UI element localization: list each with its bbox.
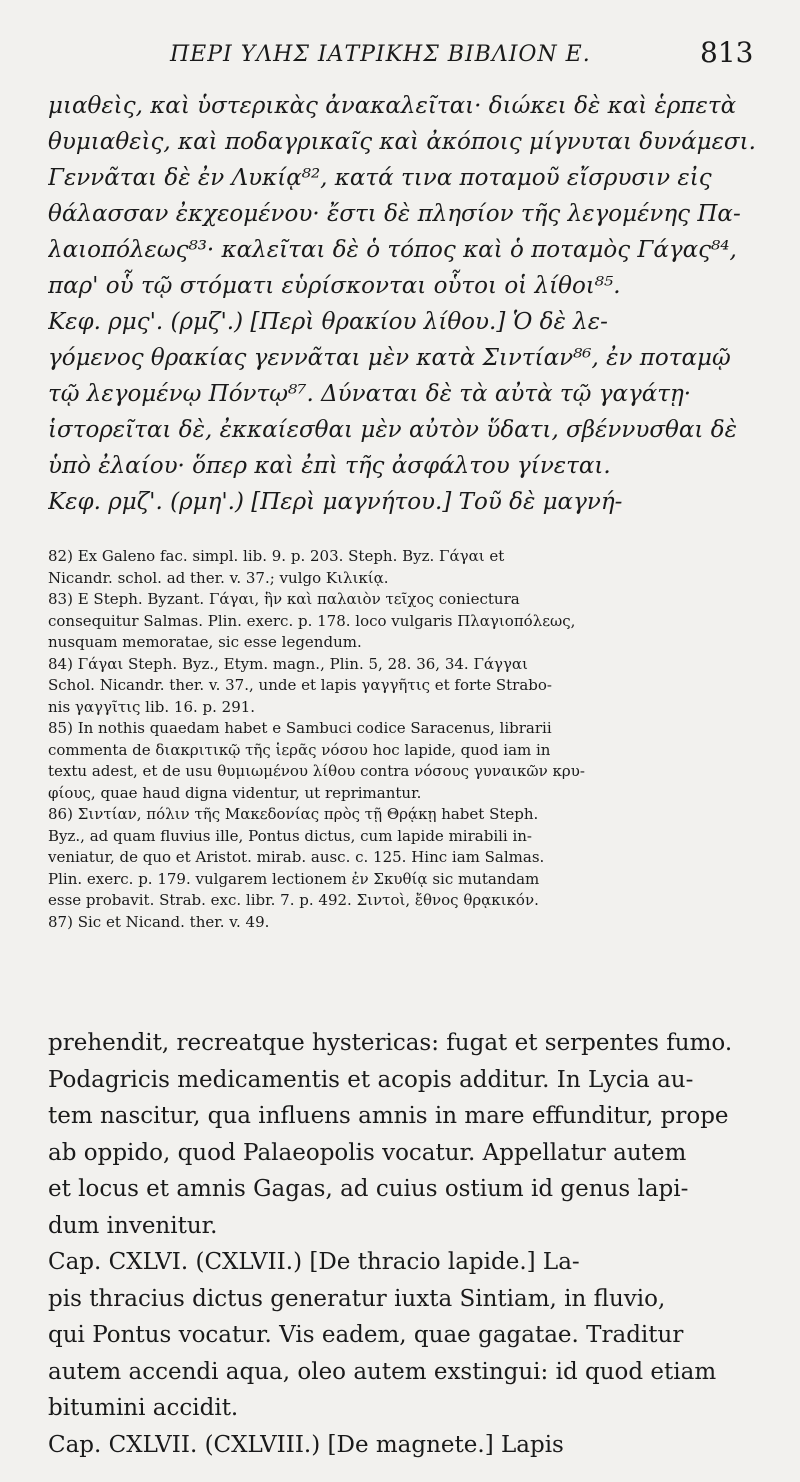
latin-line: dum invenitur. [48, 1212, 218, 1239]
running-head [0, 36, 800, 86]
footnote-line: 85) In nothis quaedam habet e Sambuci codice Saracenus, librarii [48, 719, 552, 737]
footnote-line: veniatur, de quo et Aristot. mirab. ausc. c. 125. Hinc iam Salmas. [48, 848, 545, 866]
footnote-line: 84) Γάγαι Steph. Byz., Etym. magn., Plin. 5, 28. 36, 34. Γάγγαι [48, 654, 528, 673]
latin-line: Podagricis medicamentis et acopis additur. In Lycia au- [48, 1066, 694, 1093]
footnotes-block [48, 546, 760, 933]
greek-line: λαιοπόλεως⁸³· καλεῖται δὲ ὁ τόπος καὶ ὁ ποταμὸς Γάγας⁸⁴, [48, 237, 737, 263]
footnote-line: Schol. Nicandr. ther. v. 37., unde et lapis γαγγῆτις et forte Strabo- [48, 676, 552, 694]
greek-line: τῷ λεγομένῳ Πόντῳ⁸⁷. Δύναται δὲ τὰ αὐτὰ τῷ γαγάτῃ· [48, 381, 692, 407]
footnote-line: nis γαγγῖτις lib. 16. p. 291. [48, 697, 256, 716]
footnote-line: Byz., ad quam fluvius ille, Pontus dictus, cum lapide mirabili in- [48, 826, 532, 845]
latin-line: Cap. CXLVI. (CXLVII.) [De thracio lapide.] La- [48, 1249, 580, 1275]
latin-line: ab oppido, quod Palaeopolis vocatur. Appellatur autem [48, 1139, 687, 1166]
greek-line: θυμιαθεὶς, καὶ ποδαγρικαῖς καὶ ἀκόποις μίγνυται δυνάμεσι. [48, 129, 756, 155]
greek-line: μιαθεὶς, καὶ ὑστερικὰς ἀνακαλεῖται· διώκει δὲ καὶ ἑρπετὰ [48, 93, 737, 119]
latin-line: qui Pontus vocatur. Vis eadem, quae gagatae. Traditur [48, 1322, 684, 1348]
latin-line: autem accendi aqua, oleo autem exstingui: id quod etiam [48, 1358, 717, 1385]
latin-line: Cap. CXLVII. (CXLVIII.) [De magnete.] Lapis [48, 1431, 564, 1458]
greek-text-block [48, 88, 760, 520]
running-title: ΠΕΡΙ ΥΛΗΣ ΙΑΤΡΙΚΗΣ ΒΙΒΛΙΟΝ Ε. [170, 42, 591, 67]
greek-line: θάλασσαν ἐκχεομένου· ἔστι δὲ πλησίον τῆς λεγομένης Πα- [48, 201, 741, 227]
latin-text-block [48, 1025, 760, 1463]
footnote-line: φίους, quae haud digna videntur, ut reprimantur. [48, 783, 422, 802]
greek-line: ἱστορεῖται δὲ, ἐκκαίεσθαι μὲν αὐτὸν ὕδατι, σβέννυσθαι δὲ [48, 417, 737, 443]
footnote-line: 86) Σιντίαν, πόλιν τῆς Μακεδονίας πρὸς τῇ Θρᾴκῃ habet Steph. [48, 805, 539, 823]
greek-line: Κεφ. ρμζ'. (ρμη'.) [Περὶ μαγνήτου.] Τοῦ δὲ μαγνή- [48, 489, 623, 515]
footnote-line: Nicandr. schol. ad ther. v. 37.; vulgo Κιλικίᾳ. [48, 568, 389, 587]
greek-line: ὑπὸ ἐλαίου· ὅπερ καὶ ἐπὶ τῆς ἀσφάλτου γίνεται. [48, 453, 611, 479]
greek-line: παρ' οὗ τῷ στόματι εὑρίσκονται οὗτοι οἱ λίθοι⁸⁵. [48, 273, 621, 299]
page-number: 813 [700, 36, 754, 69]
footnote-line: nusquam memoratae, sic esse legendum. [48, 633, 362, 651]
latin-line: tem nascitur, qua influens amnis in mare effunditur, prope [48, 1103, 729, 1129]
latin-line: bitumini accidit. [48, 1395, 239, 1421]
footnote-line: 87) Sic et Nicand. ther. v. 49. [48, 912, 270, 931]
latin-line: pis thracius dictus generatur iuxta Sintiam, in fluvio, [48, 1285, 666, 1312]
greek-line: Κεφ. ρμς'. (ρμζ'.) [Περὶ θρακίου λίθου.] Ὁ δὲ λε- [48, 309, 608, 335]
footnote-line: esse probavit. Strab. exc. libr. 7. p. 492. Σιντοὶ, ἔθνος θρᾳκικόν. [48, 891, 539, 909]
footnote-line: consequitur Salmas. Plin. exerc. p. 178. loco vulgaris Πλαγιοπόλεως, [48, 611, 576, 630]
footnote-line: commenta de διακριτικῷ τῆς ἱερᾶς νόσου hoc lapide, quod iam in [48, 740, 551, 759]
greek-line: Γεννᾶται δὲ ἐν Λυκίᾳ⁸², κατά τινα ποταμοῦ εἴσρυσιν εἰς [48, 165, 712, 191]
latin-line: prehendit, recreatque hystericas: fugat et serpentes fumo. [48, 1030, 733, 1056]
latin-line: et locus et amnis Gagas, ad cuius ostium id genus lapi- [48, 1176, 689, 1202]
footnote-line: 82) Ex Galeno fac. simpl. lib. 9. p. 203. Steph. Byz. Γάγαι et [48, 547, 505, 565]
footnote-line: Plin. exerc. p. 179. vulgarem lectionem ἐν Σκυθίᾳ sic mutandam [48, 869, 540, 888]
footnote-line: 83) E Steph. Byzant. Γάγαι, ἣν καὶ παλαιὸν τεῖχος coniectura [48, 590, 520, 608]
greek-line: γόμενος θρακίας γεννᾶται μὲν κατὰ Σιντίαν⁸⁶, ἐν ποταμῷ [48, 345, 731, 371]
footnote-line: textu adest, et de usu θυμιωμένου λίθου contra νόσους γυναικῶν κρυ- [48, 762, 585, 780]
